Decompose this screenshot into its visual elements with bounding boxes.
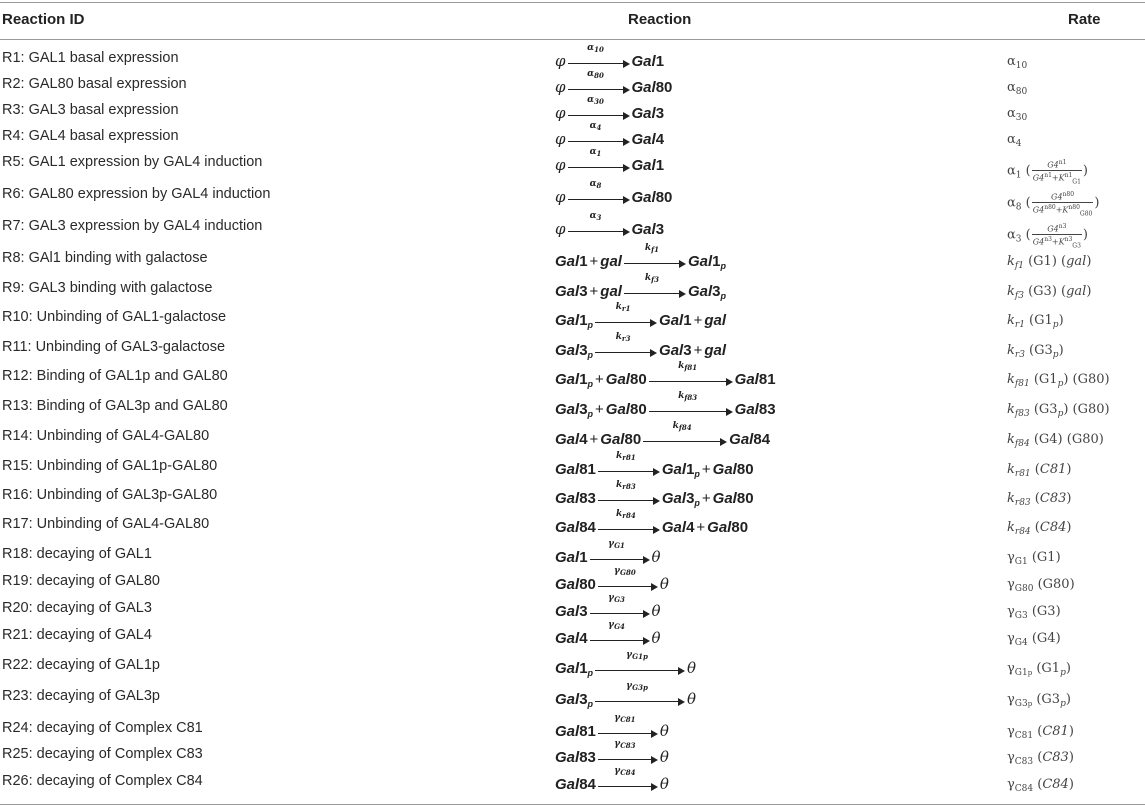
- reaction-lhs: Gal1 + gal: [555, 253, 622, 270]
- reaction-arrow-icon: [598, 739, 658, 764]
- reaction-equation-cell: [555, 179, 673, 206]
- reaction-arrow-icon: [598, 509, 660, 534]
- table-row: [0, 421, 1145, 458]
- reaction-id-cell: R26: decaying of Complex C84: [2, 773, 203, 789]
- table-row: [0, 302, 1145, 339]
- reaction-rhs: Gal3: [631, 221, 665, 238]
- reaction-id-cell: R11: Unbinding of GAL3-galactose: [2, 339, 226, 355]
- reaction-arrow-label: $\gamma_{G1}$: [608, 539, 625, 550]
- reaction-arrow-icon: [595, 332, 657, 357]
- reaction-equation-cell: [555, 43, 665, 70]
- reaction-arrow-icon: [598, 480, 660, 505]
- reaction-lhs: φ: [555, 52, 566, 70]
- reaction-rhs: Gal1: [631, 157, 665, 174]
- reaction-lhs: Gal83: [555, 490, 596, 507]
- reaction-equation-cell: [555, 480, 754, 508]
- reaction-rate-cell: $\gamma_{G1}$ (G1): [1007, 550, 1061, 567]
- reaction-arrow-label: $\gamma_{C81}$: [614, 713, 636, 724]
- reaction-equation-cell: [555, 302, 727, 330]
- reaction-arrow-label: $k_{r1}$: [615, 302, 631, 313]
- reaction-rhs: θ: [651, 602, 661, 620]
- reaction-arrow-label: $\alpha_{10}$: [587, 43, 604, 54]
- reaction-arrow-icon: [598, 713, 658, 738]
- reaction-rhs: θ: [659, 775, 669, 793]
- reaction-rate-cell: $\gamma_{C83}$ (C83): [1007, 750, 1074, 767]
- reaction-rate-cell: $\gamma_{G3}$ (G3): [1007, 604, 1061, 621]
- table-row: [0, 451, 1145, 488]
- reaction-equation-cell: [555, 566, 669, 593]
- table-row: [0, 480, 1145, 517]
- reaction-arrow-label: $k_{r83}$: [616, 480, 636, 491]
- reaction-rhs: θ: [651, 548, 661, 566]
- reaction-equation-cell: [555, 211, 665, 238]
- reaction-id-cell: R20: decaying of GAL3: [2, 600, 152, 616]
- reaction-arrow-label: $k_{f3}$: [644, 273, 660, 284]
- reaction-rate-cell: $k_{f83}$ $(G3_p)$ (G80): [1007, 402, 1110, 419]
- reaction-arrow-label: $\gamma_{G3}$: [608, 593, 625, 604]
- reaction-equation-cell: [555, 650, 697, 678]
- reaction-arrow-label: $\gamma_{G4}$: [608, 620, 625, 631]
- reaction-rate-cell: $\alpha_4$: [1007, 132, 1022, 149]
- reaction-lhs: φ: [555, 130, 566, 148]
- reaction-arrow-icon: [590, 539, 650, 564]
- reaction-lhs: φ: [555, 78, 566, 96]
- table-row: [0, 273, 1145, 310]
- reaction-rate-cell: $\gamma_{G4}$ (G4): [1007, 631, 1061, 648]
- reaction-equation-cell: [555, 69, 673, 96]
- reaction-rhs: Gal84: [729, 431, 771, 448]
- reaction-lhs: φ: [555, 188, 566, 206]
- reaction-equation-cell: [555, 739, 669, 766]
- reaction-rate-cell: $\gamma_{C84}$ (C84): [1007, 777, 1074, 794]
- reaction-arrow-icon: [595, 302, 657, 327]
- reaction-arrow-label: $\gamma_{G1p}$: [626, 650, 648, 661]
- reaction-rate-cell: $k_{f3}$ (G3) (gal): [1007, 284, 1092, 301]
- reaction-arrow-icon: [590, 620, 650, 645]
- reaction-arrow-icon: [649, 391, 733, 416]
- reaction-rate-cell: $k_{r3}$ $(G3_p)$: [1007, 343, 1064, 360]
- reaction-rate-cell: $k_{r83}$ (C83): [1007, 491, 1072, 508]
- reaction-arrow-label: $\alpha_{80}$: [587, 69, 604, 80]
- reaction-arrow-icon: [598, 766, 658, 791]
- reaction-id-cell: R22: decaying of GAL1p: [2, 657, 160, 673]
- reaction-rate-cell: $k_{r81}$ (C81): [1007, 462, 1072, 479]
- reaction-arrow-label: $k_{f1}$: [644, 243, 660, 254]
- reaction-arrow-label: $k_{r84}$: [616, 509, 636, 520]
- reaction-equation-cell: [555, 332, 727, 360]
- table-row: [0, 332, 1145, 369]
- reaction-rate-cell: $\alpha_1$ ( $\frac{G4^{n1}}{G4^{n1}+K^{n1}_{G1}}$ ): [1007, 159, 1088, 185]
- reaction-arrow-label: $\alpha_4$: [589, 121, 602, 132]
- reaction-lhs: Gal84: [555, 776, 596, 793]
- reaction-arrow-icon: [568, 211, 630, 236]
- reaction-arrow-icon: [624, 273, 686, 298]
- reaction-id-cell: R6: GAL80 expression by GAL4 induction: [2, 186, 271, 202]
- reaction-lhs: Gal4: [555, 630, 588, 647]
- table-row: [0, 566, 1145, 603]
- reaction-arrow-label: $\gamma_{C84}$: [614, 766, 636, 777]
- reaction-rate-cell: $k_{r1}$ $(G1_p)$: [1007, 313, 1064, 330]
- table-row: [0, 593, 1145, 630]
- reaction-equation-cell: [555, 451, 754, 479]
- table-row: [0, 681, 1145, 718]
- reaction-equation-cell: [555, 539, 661, 566]
- reaction-arrow-label: $k_{r81}$: [616, 451, 636, 462]
- table-row: [0, 739, 1145, 776]
- reaction-lhs: φ: [555, 220, 566, 238]
- reaction-id-cell: R25: decaying of Complex C83: [2, 746, 203, 762]
- reaction-rhs: Gal1: [631, 53, 665, 70]
- reaction-equation-cell: [555, 766, 669, 793]
- reaction-equation-cell: [555, 509, 749, 536]
- reaction-rate-cell: $\alpha_3$ ( $\frac{G4^{n3}}{G4^{n3}+K^{n3}_{G3}}$ ): [1007, 223, 1088, 249]
- reaction-lhs: Gal83: [555, 749, 596, 766]
- reaction-id-cell: R7: GAL3 expression by GAL4 induction: [2, 218, 263, 234]
- reaction-lhs: Gal80: [555, 576, 596, 593]
- reaction-rate-cell: $\gamma_{G1p}$ $(G1_p)$: [1007, 661, 1071, 678]
- reaction-id-cell: R24: decaying of Complex C81: [2, 720, 203, 736]
- table-row: [0, 361, 1145, 398]
- table-row: [0, 539, 1145, 576]
- reaction-arrow-label: $\alpha_1$: [589, 147, 602, 158]
- reaction-equation-cell: [555, 681, 697, 709]
- reaction-id-cell: R19: decaying of GAL80: [2, 573, 160, 589]
- table-row: [0, 766, 1145, 803]
- reaction-id-cell: R9: GAL3 binding with galactose: [2, 280, 213, 296]
- table-row: [0, 650, 1145, 687]
- reaction-equation-cell: [555, 147, 665, 174]
- reaction-rhs: Gal80: [631, 189, 673, 206]
- reaction-rhs: Gal83: [734, 401, 776, 418]
- reaction-rate-cell: $\alpha_{10}$: [1007, 54, 1028, 71]
- reaction-rhs: Gal3 + gal: [659, 342, 727, 359]
- reaction-rhs: $Gal1_p$: [687, 253, 727, 271]
- reaction-id-cell: R15: Unbinding of GAL1p-GAL80: [2, 458, 218, 474]
- reaction-arrow-label: $k_{f83}$: [678, 391, 698, 402]
- header-rate: Rate: [1068, 11, 1101, 28]
- reaction-id-cell: R17: Unbinding of GAL4-GAL80: [2, 516, 210, 532]
- reaction-lhs: Gal1: [555, 549, 588, 566]
- reaction-id-cell: R21: decaying of GAL4: [2, 627, 152, 643]
- reaction-arrow-icon: [568, 147, 630, 172]
- reaction-arrow-icon: [568, 121, 630, 146]
- reaction-id-cell: R14: Unbinding of GAL4-GAL80: [2, 428, 210, 444]
- reaction-equation-cell: [555, 121, 665, 148]
- reaction-arrow-icon: [590, 593, 650, 618]
- reaction-rate-cell: $\gamma_{G80}$ (G80): [1007, 577, 1075, 594]
- reaction-lhs: Gal3 + gal: [555, 283, 622, 300]
- reaction-rhs: θ: [659, 575, 669, 593]
- reaction-rhs: $Gal1_p + Gal80$: [661, 461, 754, 479]
- reaction-arrow-icon: [624, 243, 686, 268]
- reaction-rhs: Gal4: [631, 131, 665, 148]
- reaction-id-cell: R1: GAL1 basal expression: [2, 50, 179, 66]
- reaction-arrow-label: $\gamma_{G80}$: [614, 566, 636, 577]
- reaction-lhs: $Gal3_p$: [555, 342, 594, 360]
- reaction-lhs: Gal81: [555, 723, 596, 740]
- reaction-arrow-label: $k_{r3}$: [615, 332, 631, 343]
- header-reaction-id: Reaction ID: [2, 11, 85, 28]
- reaction-equation-cell: [555, 620, 661, 647]
- reaction-rate-cell: $\gamma_{C81}$ (C81): [1007, 724, 1074, 741]
- reaction-equation-cell: [555, 421, 771, 448]
- reaction-rate-cell: $k_{r84}$ (C84): [1007, 520, 1072, 537]
- reaction-arrow-icon: [643, 421, 727, 446]
- table-row: [0, 391, 1145, 428]
- reaction-equation-cell: [555, 243, 727, 271]
- reaction-arrow-icon: [568, 43, 630, 68]
- reaction-lhs: $Gal1_p + Gal80$: [555, 371, 647, 389]
- reaction-arrow-label: $k_{f84}$: [672, 421, 692, 432]
- reaction-rate-cell: $\alpha_{80}$: [1007, 80, 1028, 97]
- reaction-arrow-icon: [595, 681, 685, 706]
- reaction-arrow-label: $\gamma_{C83}$: [614, 739, 636, 750]
- reaction-rhs: θ: [651, 629, 661, 647]
- table-row: [0, 509, 1145, 546]
- reaction-lhs: $Gal1_p$: [555, 312, 594, 330]
- reaction-lhs: Gal81: [555, 461, 596, 478]
- reaction-rate-cell: $\alpha_8$ ( $\frac{G4^{n80}}{G4^{n80}+K^{n80}_{G80}}$ ): [1007, 191, 1100, 217]
- reaction-id-cell: R12: Binding of GAL1p and GAL80: [2, 368, 228, 384]
- reaction-equation-cell: [555, 391, 776, 419]
- reaction-rhs: Gal4 + Gal80: [661, 519, 749, 536]
- reaction-lhs: φ: [555, 156, 566, 174]
- reaction-id-cell: R3: GAL3 basal expression: [2, 102, 179, 118]
- table-row: [0, 243, 1145, 280]
- reaction-rate-cell: $k_{f84}$ (G4) (G80): [1007, 432, 1104, 449]
- reaction-lhs: Gal3: [555, 603, 588, 620]
- reaction-id-cell: R18: decaying of GAL1: [2, 546, 152, 562]
- reaction-id-cell: R4: GAL4 basal expression: [2, 128, 179, 144]
- reaction-equation-cell: [555, 361, 776, 389]
- reaction-equation-cell: [555, 273, 727, 301]
- reaction-equation-cell: [555, 713, 669, 740]
- reaction-id-cell: R16: Unbinding of GAL3p-GAL80: [2, 487, 218, 503]
- reaction-rate-cell: $k_{f81}$ $(G1_p)$ (G80): [1007, 372, 1110, 389]
- reaction-arrow-label: $\alpha_{30}$: [587, 95, 604, 106]
- reaction-rhs: Gal80: [631, 79, 673, 96]
- reaction-equation-cell: [555, 593, 661, 620]
- reaction-arrow-icon: [568, 179, 630, 204]
- reaction-rhs: Gal1 + gal: [659, 312, 727, 329]
- reaction-rhs: Gal81: [734, 371, 776, 388]
- reaction-arrow-icon: [568, 69, 630, 94]
- header-reaction: Reaction: [628, 11, 692, 28]
- reaction-rhs: θ: [687, 690, 697, 708]
- table-bottom-rule: [0, 804, 1145, 805]
- reaction-arrow-icon: [598, 566, 658, 591]
- reaction-equation-cell: [555, 95, 665, 122]
- reaction-rate-cell: $k_{f1}$ (G1) (gal): [1007, 254, 1092, 271]
- table-header-rule: [0, 39, 1145, 40]
- reaction-rhs: $Gal3_p + Gal80$: [661, 490, 754, 508]
- reaction-rhs: $Gal3_p$: [687, 283, 727, 301]
- reaction-arrow-icon: [568, 95, 630, 120]
- reaction-arrow-icon: [598, 451, 660, 476]
- reaction-id-cell: R13: Binding of GAL3p and GAL80: [2, 398, 228, 414]
- reaction-id-cell: R8: GAl1 binding with galactose: [2, 250, 208, 266]
- reaction-rate-cell: $\alpha_{30}$: [1007, 106, 1028, 123]
- reaction-lhs: $Gal3_p$: [555, 691, 594, 709]
- reaction-lhs: φ: [555, 104, 566, 122]
- table-row: [0, 620, 1145, 657]
- reaction-lhs: $Gal1_p$: [555, 660, 594, 678]
- reaction-id-cell: R10: Unbinding of GAL1-galactose: [2, 309, 227, 325]
- reaction-arrow-label: $k_{f81}$: [678, 361, 698, 372]
- reaction-arrow-label: $\alpha_8$: [589, 179, 602, 190]
- table-top-rule: [0, 2, 1145, 3]
- reaction-id-cell: R5: GAL1 expression by GAL4 induction: [2, 154, 263, 170]
- reaction-arrow-label: $\alpha_3$: [589, 211, 602, 222]
- reaction-arrow-icon: [649, 361, 733, 386]
- reaction-lhs: Gal4 + Gal80: [555, 431, 642, 448]
- reaction-rhs: θ: [659, 722, 669, 740]
- reaction-rate-cell: $\gamma_{G3p}$ $(G3_p)$: [1007, 692, 1071, 709]
- reaction-lhs: Gal84: [555, 519, 596, 536]
- reaction-id-cell: R2: GAL80 basal expression: [2, 76, 187, 92]
- reaction-arrow-icon: [595, 650, 685, 675]
- reaction-id-cell: R23: decaying of GAL3p: [2, 688, 160, 704]
- reaction-rhs: Gal3: [631, 105, 665, 122]
- reaction-rhs: θ: [659, 748, 669, 766]
- reaction-lhs: $Gal3_p + Gal80$: [555, 401, 647, 419]
- reaction-arrow-label: $\gamma_{G3p}$: [626, 681, 648, 692]
- reaction-rhs: θ: [687, 659, 697, 677]
